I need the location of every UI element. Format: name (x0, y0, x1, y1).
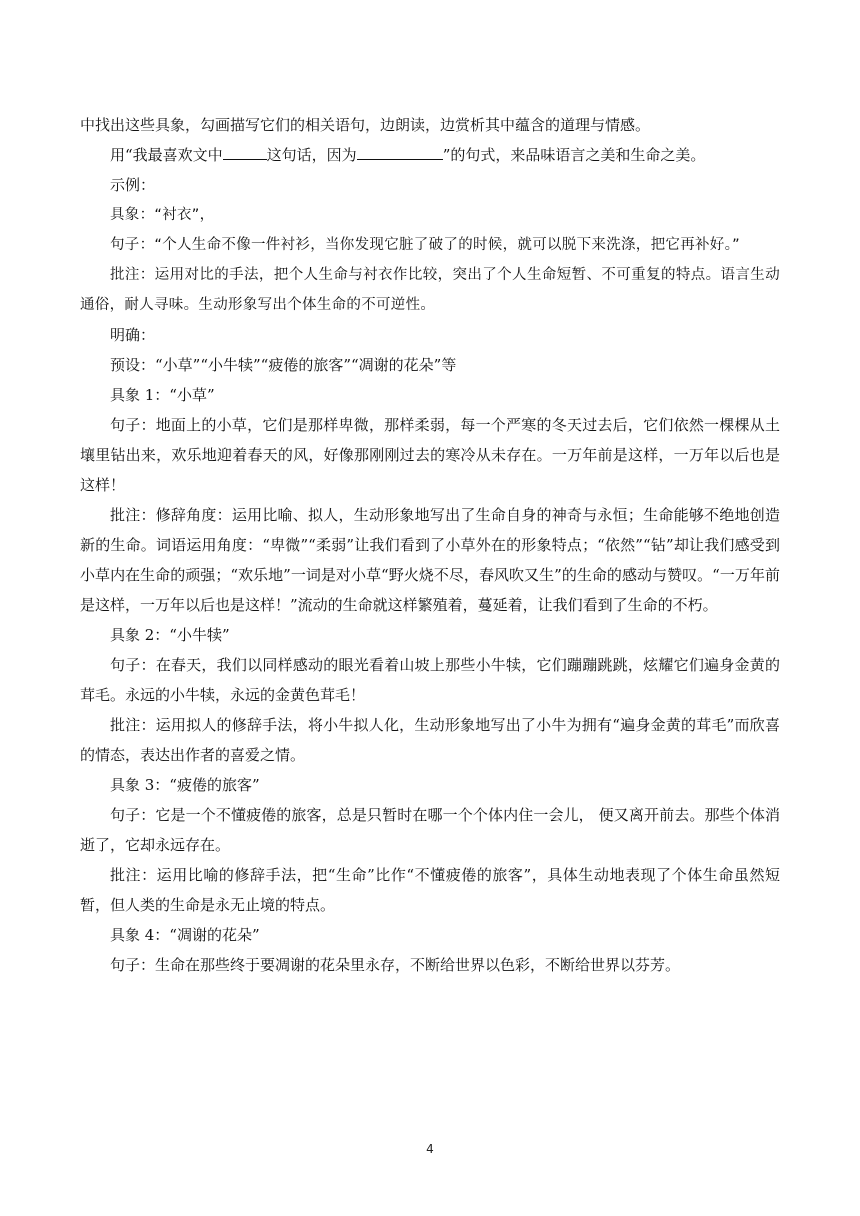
paragraph-image-3-title: 具象 3：“疲倦的旅客” (110, 776, 260, 794)
paragraph-preset: 预设：“小草”“小牛犊”“疲倦的旅客”“凋谢的花朵”等 (110, 356, 457, 374)
paragraph-image-4-title: 具象 4：“凋谢的花朵” (110, 926, 260, 944)
document-body (80, 110, 780, 980)
paragraph-example-image: 具象：“衬衣”， (110, 207, 215, 223)
pattern-text-a: 用“我最喜欢文中 (110, 146, 223, 164)
paragraph-image-3-sentence: 句子：它是一个不懂疲倦的旅客，总是只暂时在哪一个个体内住一会儿， 便又离开前去。那些个体消逝了，它却永远存在。 (80, 806, 780, 854)
fill-blank-long (357, 142, 443, 160)
paragraph-intro: 中找出这些具象，勾画描写它们的相关语句，边朗读，边赏析其中蕴含的道理与情感。 (80, 116, 651, 134)
paragraph-example-label: 示例： (110, 176, 156, 194)
page-number: 4 (426, 1142, 434, 1156)
paragraph-clarify-label: 明确： (110, 326, 156, 344)
paragraph-example-sentence: 句子：“个人生命不像一件衬衫，当你发现它脏了破了的时候，就可以脱下来洗涤，把它再补好。” (110, 237, 740, 253)
paragraph-sentence-pattern (80, 140, 780, 170)
paragraph-image-2-annotation: 批注：运用拟人的修辞手法，将小牛拟人化，生动形象地写出了小牛为拥有“遍身金黄的茸毛”而欣喜的情态，表达出作者的喜爱之情。 (80, 716, 780, 764)
pattern-text-b: 这句话，因为 (266, 146, 357, 164)
paragraph-image-1-annotation: 批注：修辞角度：运用比喻、拟人，生动形象地写出了生命自身的神奇与永恒；生命能够不绝地创造新的生命。词语运用角度：“卑微”“柔弱”让我们看到了小草外在的形象特点；“依然”“钻”却让我们感受到小草内在生命的顽强；“欢乐地”一词是对小草“野火烧不尽，春风吹又生”的生命的感动与赞叹。“一万年前是这样，一万年以后也是这样！”流动的生命就这样繁殖着，蔓延着，让我们看到了生命的不朽。 (80, 506, 780, 614)
paragraph-example-annotation: 批注：运用对比的手法，把个人生命与衬衣作比较，突出了个人生命短暂、不可重复的特点。语言生动通俗，耐人寻味。生动形象写出个体生命的不可逆性。 (80, 267, 780, 313)
paragraph-image-3-annotation: 批注：运用比喻的修辞手法，把“生命”比作“不懂疲倦的旅客”，具体生动地表现了个体生命虽然短暂，但人类的生命是永无止境的特点。 (80, 866, 780, 914)
fill-blank-short (223, 142, 267, 160)
paragraph-image-2-title: 具象 2：“小牛犊” (110, 626, 230, 644)
pattern-text-c: ”的句式，来品味语言之美和生命之美。 (442, 146, 706, 164)
paragraph-image-1-title: 具象 1：“小草” (110, 386, 215, 404)
paragraph-image-1-sentence: 句子：地面上的小草，它们是那样卑微，那样柔弱，每一个严寒的冬天过去后，它们依然一棵棵从土壤里钻出来，欢乐地迎着春天的风，好像那刚刚过去的寒冷从未存在。一万年前是这样，一万年以后也是这样！ (80, 416, 780, 494)
paragraph-image-2-sentence: 句子：在春天，我们以同样感动的眼光看着山坡上那些小牛犊，它们蹦蹦跳跳，炫耀它们遍身金黄的茸毛。永远的小牛犊，永远的金黄色茸毛！ (80, 656, 780, 704)
paragraph-image-4-sentence: 句子：生命在那些终于要凋谢的花朵里永存，不断给世界以色彩，不断给世界以芬芳。 (110, 956, 681, 974)
